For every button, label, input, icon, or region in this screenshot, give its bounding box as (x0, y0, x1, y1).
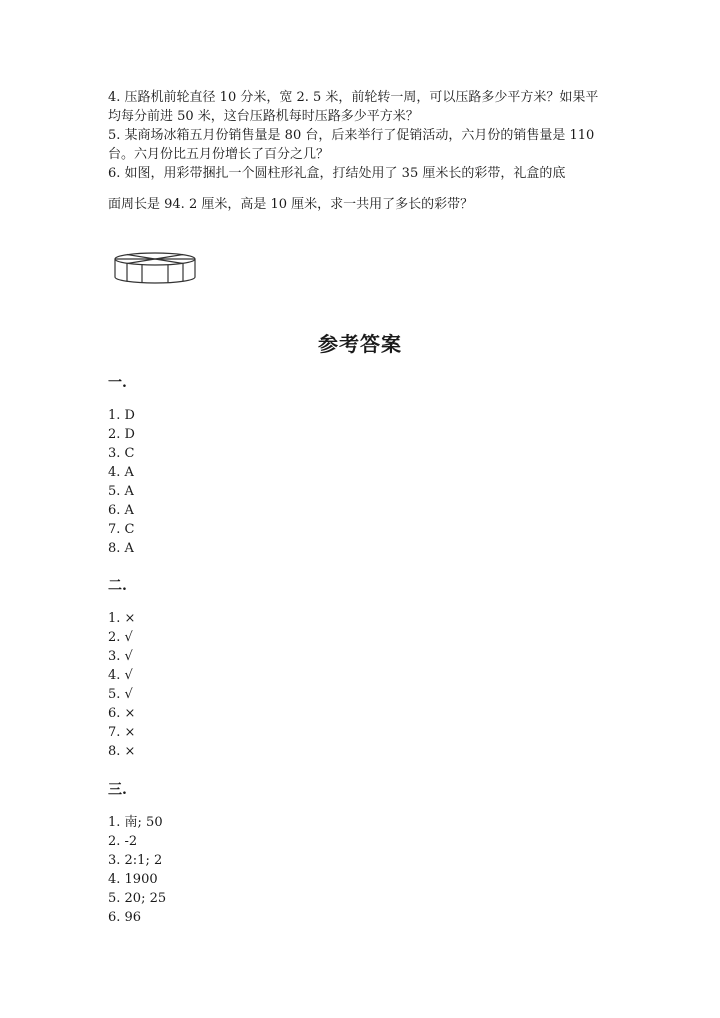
section-2-answers (108, 609, 135, 761)
answer-item: 8. A (108, 541, 134, 556)
section-3-heading: 三. (108, 782, 127, 798)
answer-item: 3. C (108, 446, 135, 461)
section-2-heading: 二. (108, 578, 127, 594)
cylinder-gift-box-figure (112, 250, 198, 286)
problem-6-line-1: 6. 如图，用彩带捆扎一个圆柱形礼盒，打结处用了 35 厘米长的彩带，礼盒的底 (108, 166, 566, 181)
answer-item: 6. 96 (108, 910, 142, 925)
answer-item: 1. 南; 50 (108, 815, 163, 830)
answer-item: 6. × (108, 706, 136, 721)
answer-item: 1. × (108, 611, 136, 626)
answer-item: 7. × (108, 725, 136, 740)
section-3-answers (108, 813, 166, 927)
answer-item: 2. √ (108, 630, 133, 645)
answer-key-title: 参考答案 (318, 332, 402, 356)
problem-list (108, 88, 608, 214)
problem-6-line-2: 面周长是 94. 2 厘米，高是 10 厘米，求一共用了多长的彩带？ (108, 197, 474, 212)
answer-item: 1. D (108, 408, 135, 423)
answer-item: 5. √ (108, 687, 133, 702)
answer-item: 8. × (108, 744, 136, 759)
answer-item: 6. A (108, 503, 134, 518)
answer-item: 4. 1900 (108, 872, 158, 887)
answer-item: 3. √ (108, 649, 133, 664)
answer-item: 4. √ (108, 668, 133, 683)
answer-item: 7. C (108, 522, 135, 537)
problem-5: 5. 某商场冰箱五月份销售量是 80 台，后来举行了促销活动，六月份的销售量是 110 台。六月份比五月份增长了百分之几？ (108, 128, 595, 162)
answer-item: 5. A (108, 484, 134, 499)
answer-item: 5. 20; 25 (108, 891, 167, 906)
section-1-heading: 一. (108, 375, 127, 391)
answer-item: 4. A (108, 465, 134, 480)
answer-item: 2. D (108, 427, 135, 442)
answer-item: 2. -2 (108, 834, 138, 849)
section-1-answers (108, 406, 135, 558)
problem-4: 4. 压路机前轮直径 10 分米，宽 2. 5 米，前轮转一周，可以压路多少平方米？如果平均每分前进 50 米，这台压路机每时压路多少平方米？ (108, 90, 599, 124)
answer-item: 3. 2:1; 2 (108, 853, 163, 868)
